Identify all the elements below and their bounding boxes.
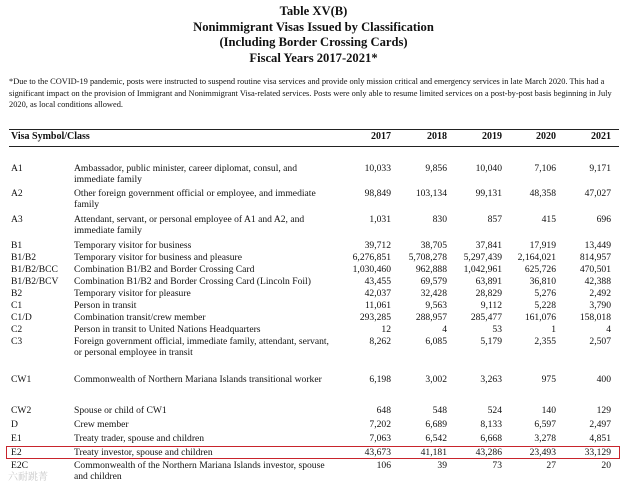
visa-description: Foreign government official, immediate family, attendant, servant, or personal employee in transit	[74, 336, 329, 359]
value-2020: 5,276	[534, 288, 556, 299]
value-2021: 2,492	[589, 288, 611, 299]
visa-description: Combination B1/B2 and Border Crossing Card	[74, 264, 255, 275]
value-2017: 42,037	[364, 288, 391, 299]
visa-code: D	[11, 419, 18, 430]
value-2018: 6,542	[425, 433, 447, 444]
value-2021: 470,501	[579, 264, 611, 275]
visa-code: B1/B2	[11, 252, 37, 263]
visa-code: A3	[11, 214, 23, 225]
value-2020: 17,919	[529, 240, 556, 251]
value-2020: 7,106	[534, 163, 556, 174]
value-2017: 39,712	[364, 240, 391, 251]
visa-code: B1/B2/BCC	[11, 264, 58, 275]
visa-code: C1/D	[11, 312, 32, 323]
visa-description: Temporary visitor for business and pleasure	[74, 252, 242, 263]
table-title	[0, 4, 627, 66]
value-2017: 6,198	[369, 374, 391, 385]
column-header-2021: 2021	[591, 131, 611, 142]
value-2018: 548	[432, 405, 447, 416]
header-top-rule	[9, 129, 619, 130]
value-2019: 53	[492, 324, 502, 335]
visa-description: Treaty investor, spouse and children	[74, 447, 213, 458]
value-2017: 7,063	[369, 433, 391, 444]
visa-description: Combination transit/crew member	[74, 312, 206, 323]
visa-code: B1/B2/BCV	[11, 276, 59, 287]
value-2018: 830	[432, 214, 447, 225]
value-2017: 7,202	[369, 419, 391, 430]
visa-code: A2	[11, 188, 23, 199]
value-2019: 5,179	[480, 336, 502, 347]
value-2021: 42,388	[584, 276, 611, 287]
value-2020: 625,726	[524, 264, 556, 275]
value-2021: 13,449	[584, 240, 611, 251]
value-2017: 10,033	[364, 163, 391, 174]
visa-code: C3	[11, 336, 23, 347]
visa-description: Crew member	[74, 419, 129, 430]
value-2017: 11,061	[364, 300, 391, 311]
value-2021: 129	[596, 405, 611, 416]
value-2019: 524	[487, 405, 502, 416]
value-2021: 3,790	[589, 300, 611, 311]
value-2020: 2,164,021	[517, 252, 556, 263]
value-2020: 2,355	[534, 336, 556, 347]
value-2017: 98,849	[364, 188, 391, 199]
value-2020: 27	[546, 460, 556, 471]
value-2019: 285,477	[470, 312, 502, 323]
title-line: Nonimmigrant Visas Issued by Classification	[193, 19, 434, 34]
value-2019: 9,112	[480, 300, 502, 311]
value-2021: 20	[601, 460, 611, 471]
value-2021: 9,171	[589, 163, 611, 174]
column-header-2017: 2017	[371, 131, 391, 142]
e2-highlight-box	[6, 446, 620, 459]
value-2018: 4	[442, 324, 447, 335]
value-2019: 6,668	[480, 433, 502, 444]
value-2017: 1,031	[369, 214, 391, 225]
value-2021: 4	[606, 324, 611, 335]
header-bottom-rule	[9, 146, 619, 147]
value-2021: 814,957	[579, 252, 611, 263]
value-2021: 2,507	[589, 336, 611, 347]
visa-description: Spouse or child of CW1	[74, 405, 167, 416]
value-2018: 38,705	[420, 240, 447, 251]
value-2019: 857	[487, 214, 502, 225]
value-2019: 63,891	[475, 276, 502, 287]
value-2020: 975	[541, 374, 556, 385]
value-2018: 962,888	[415, 264, 447, 275]
value-2020: 23,493	[529, 447, 556, 458]
column-header-2019: 2019	[482, 131, 502, 142]
value-2020: 5,228	[534, 300, 556, 311]
visa-code: E2	[11, 447, 22, 458]
visa-code: A1	[11, 163, 23, 174]
value-2017: 12	[381, 324, 391, 335]
visa-code: C1	[11, 300, 23, 311]
value-2019: 73	[492, 460, 502, 471]
value-2017: 648	[376, 405, 391, 416]
value-2017: 293,285	[359, 312, 391, 323]
value-2020: 48,358	[529, 188, 556, 199]
value-2020: 1	[551, 324, 556, 335]
title-line: Table XV(B)	[279, 4, 348, 18]
value-2020: 161,076	[524, 312, 556, 323]
value-2020: 140	[541, 405, 556, 416]
visa-description: Other foreign government official or employee, and immediate family	[74, 188, 316, 211]
value-2018: 5,708,278	[408, 252, 447, 263]
visa-description: Temporary visitor for pleasure	[74, 288, 191, 299]
value-2017: 8,262	[369, 336, 391, 347]
value-2019: 28,829	[475, 288, 502, 299]
visa-description: Ambassador, public minister, career diplomat, consul, and immediate family	[74, 163, 298, 186]
value-2021: 47,027	[584, 188, 611, 199]
value-2020: 3,278	[534, 433, 556, 444]
visa-code: E2C	[11, 460, 29, 471]
value-2019: 5,297,439	[463, 252, 502, 263]
value-2018: 41,181	[420, 447, 447, 458]
visa-description: Commonwealth of Northern Mariana Islands transitional worker	[74, 374, 322, 385]
visa-code: E1	[11, 433, 22, 444]
title-line: Fiscal Years 2017-2021*	[249, 50, 378, 65]
visa-code: C2	[11, 324, 23, 335]
visa-code: B2	[11, 288, 23, 299]
visa-description: Temporary visitor for business	[74, 240, 192, 251]
value-2021: 33,129	[584, 447, 611, 458]
value-2018: 9,563	[425, 300, 447, 311]
value-2017: 106	[376, 460, 391, 471]
visa-description: Treaty trader, spouse and children	[74, 433, 205, 444]
value-2020: 415	[541, 214, 556, 225]
value-2021: 400	[596, 374, 611, 385]
covid-footnote: *Due to the COVID-19 pandemic, posts were instructed to suspend routine visa services and provide only mission critical and emergency services in late March 2020. This had a significant impact on the provision of Immigrant and Nonimmigrant Visa-related services. Posts were only able to resume limited services on a post-by-post basis beginning in July 2020, as local conditions allowed.	[9, 77, 612, 109]
visa-code: CW2	[11, 405, 32, 416]
value-2017: 6,276,851	[352, 252, 391, 263]
value-2021: 2,497	[589, 419, 611, 430]
value-2018: 69,579	[420, 276, 447, 287]
column-header-class: Visa Symbol/Class	[11, 131, 90, 142]
visa-description: Commonwealth of the Northern Mariana Islands investor, spouse and children	[74, 460, 325, 483]
value-2021: 158,018	[579, 312, 611, 323]
visa-code: CW1	[11, 374, 32, 385]
value-2019: 37,841	[475, 240, 502, 251]
value-2017: 43,673	[364, 447, 391, 458]
visa-description: Combination B1/B2 and Border Crossing Card (Lincoln Foil)	[74, 276, 311, 287]
value-2020: 6,597	[534, 419, 556, 430]
visa-description: Person in transit to United Nations Headquarters	[74, 324, 261, 335]
value-2019: 8,133	[480, 419, 502, 430]
visa-description: Person in transit	[74, 300, 137, 311]
value-2021: 696	[596, 214, 611, 225]
title-line: (Including Border Crossing Cards)	[219, 35, 408, 49]
value-2017: 43,455	[364, 276, 391, 287]
value-2019: 43,286	[475, 447, 502, 458]
value-2019: 99,131	[475, 188, 502, 199]
value-2018: 9,856	[425, 163, 447, 174]
column-header-2018: 2018	[427, 131, 447, 142]
visa-code: B1	[11, 240, 23, 251]
value-2018: 32,428	[420, 288, 447, 299]
value-2018: 3,002	[425, 374, 447, 385]
visa-description: Attendant, servant, or personal employee of A1 and A2, and immediate family	[74, 214, 305, 237]
value-2017: 1,030,460	[352, 264, 391, 275]
value-2021: 4,851	[589, 433, 611, 444]
watermark: 六耐跳菁	[8, 472, 48, 483]
value-2018: 6,689	[425, 419, 447, 430]
value-2018: 39	[437, 460, 447, 471]
value-2020: 36,810	[529, 276, 556, 287]
value-2018: 103,134	[415, 188, 447, 199]
value-2019: 10,040	[475, 163, 502, 174]
value-2018: 288,957	[415, 312, 447, 323]
value-2018: 6,085	[425, 336, 447, 347]
value-2019: 3,263	[480, 374, 502, 385]
column-header-2020: 2020	[536, 131, 556, 142]
value-2019: 1,042,961	[463, 264, 502, 275]
